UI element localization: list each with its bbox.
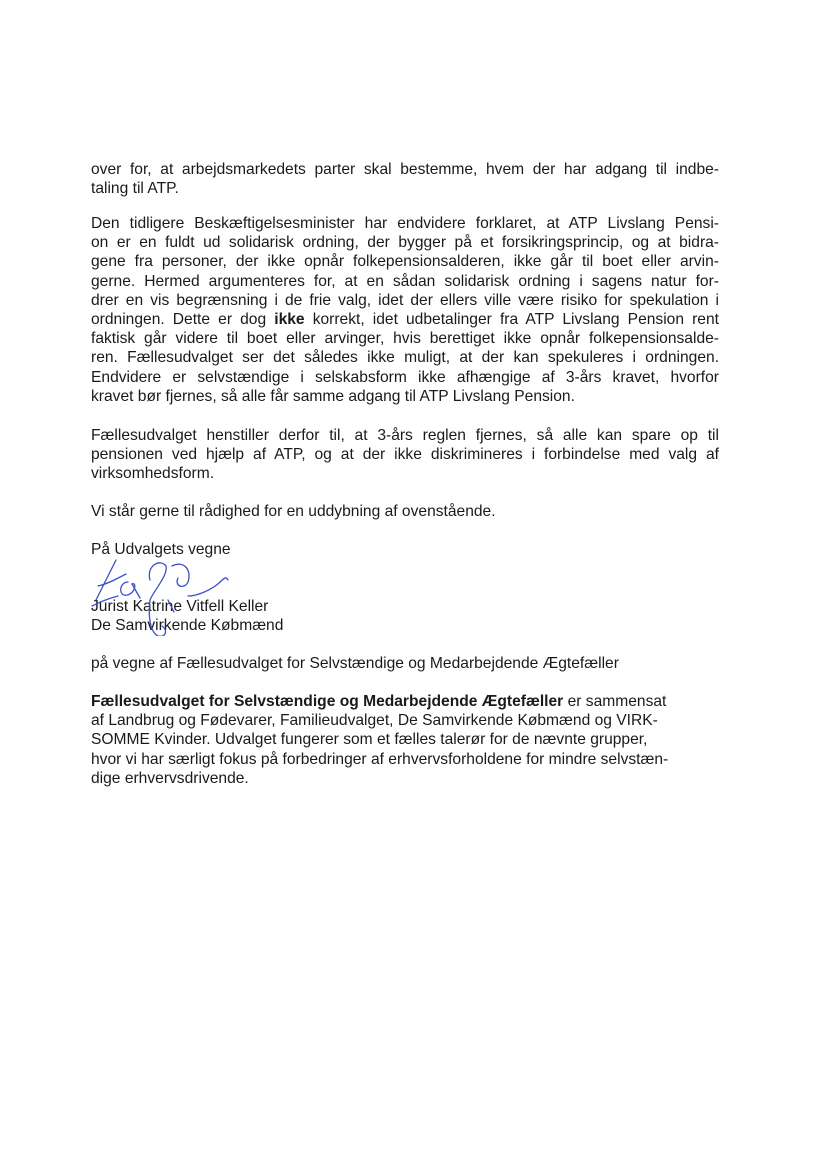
text-span: er sammensat (563, 693, 667, 710)
text-line (91, 464, 719, 483)
text-line (91, 730, 719, 749)
text-line (91, 368, 719, 387)
text-line (91, 692, 719, 711)
text-span: ren. Fællesudvalget ser det således ikke muligt, at der kan spekuleres i ordningen. (91, 349, 719, 367)
handwritten-signature (88, 556, 258, 636)
text-span: over for, at arbejdsmarkedets parter skal bestemme, hvem der har adgang til indbe- (91, 161, 719, 178)
text-span: taling til ATP. (91, 180, 179, 198)
text-span: De Samvirkende Købmænd (91, 617, 284, 635)
text-span: Endvidere er selvstændige i selskabsform ikke afhængige af 3-års kravet, hvorfor (91, 368, 719, 386)
bold-text: Fællesudvalget for Selvstændige og Medarbejdende Ægtefæller (91, 693, 564, 710)
text-span: gene fra personer, der ikke opnår folkepensionsalderen, ikke går til boet eller arvin- (91, 253, 719, 271)
text-line (91, 310, 719, 329)
text-span: gerne. Hermed argumenteres for, at en sådan solidarisk ordning i sagens natur for- (91, 272, 719, 290)
text-line (91, 711, 719, 730)
text-line (91, 426, 719, 445)
text-span: on er en fuldt ud solidarisk ordning, der bygger på et forsikringsprincip, og at bidra- (91, 234, 719, 252)
text-line (91, 750, 719, 769)
paragraph (91, 692, 719, 788)
text-span: på vegne af Fællesudvalget for Selvstændige og Medarbejdende Ægtefæller (91, 655, 619, 672)
text-span: pensionen ved hjælp af ATP, og at der ikke diskrimineres i forbindelse med valg af (91, 446, 719, 464)
text-span: virksomhedsform. (91, 465, 215, 483)
text-span: Jurist Katrine Vitfell Keller (91, 598, 269, 615)
text-line (91, 291, 719, 310)
text-line (91, 348, 719, 367)
text-line (91, 445, 719, 464)
bold-text: ikke (274, 310, 305, 328)
text-line (91, 387, 719, 406)
text-span: drer en vis begrænsning i de frie valg, idet der ellers ville være risiko for spekulation i (91, 291, 719, 309)
text-line (91, 160, 719, 179)
text-span: korrekt, idet udbetalinger fra ATP Livslang Pension rent (304, 310, 719, 328)
text-span: af Landbrug og Fødevarer, Familieudvalget, De Samvirkende Købmænd og VIRK- (91, 712, 658, 730)
text-span: Fællesudvalget henstiller derfor til, at 3-års reglen fjernes, så alle kan spare op til (91, 427, 719, 444)
paragraph (91, 160, 719, 198)
text-span: På Udvalgets vegne (91, 541, 231, 558)
text-span: faktisk går videre til boet eller arvinger, hvis berettiget ikke opnår folkepensionsalde- (91, 330, 719, 348)
text-line (91, 272, 719, 291)
text-line (91, 502, 719, 521)
text-line (91, 252, 719, 271)
text-span: hvor vi har særligt fokus på forbedringer af erhvervsforholdene for mindre selvstæn- (91, 750, 669, 768)
text-line (91, 329, 719, 348)
text-line (91, 769, 719, 788)
text-span: Den tidligere Beskæftigelsesminister har endvidere forklaret, at ATP Livslang Pensi- (91, 215, 719, 232)
text-span: kravet bør fjernes, så alle får samme adgang til ATP Livslang Pension. (91, 387, 575, 405)
text-span: SOMME Kvinder. Udvalget fungerer som et fælles talerør for de nævnte grupper, (91, 731, 648, 749)
text-span: Vi står gerne til rådighed for en uddybning af ovenstående. (91, 503, 496, 520)
text-line (91, 179, 719, 198)
paragraph (91, 654, 719, 673)
text-span: dige erhvervsdrivende. (91, 769, 249, 787)
paragraph (91, 426, 719, 484)
text-line (91, 214, 719, 233)
text-line (91, 654, 719, 673)
paragraph (91, 214, 719, 406)
paragraph (91, 502, 719, 521)
text-span: ordningen. Dette er dog (91, 310, 275, 328)
text-line (91, 233, 719, 252)
